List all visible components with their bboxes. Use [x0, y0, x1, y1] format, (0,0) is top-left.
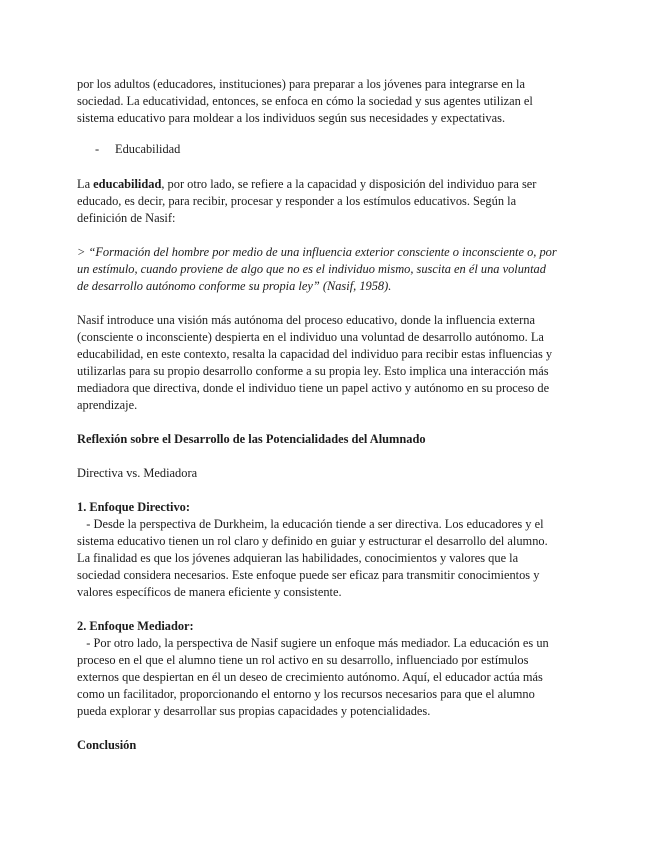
text-line: Nasif introduce una visión más autónoma del proceso educativo, donde la influencia externa	[77, 313, 535, 327]
text-line: utilizarlas para su propio desarrollo conforme a su propia ley. Esto implica una interacción más	[77, 364, 549, 378]
conclusion-heading: Conclusión	[77, 738, 137, 752]
text-line: educado, es decir, para recibir, procesar y responder a los estímulos educativos. Según la	[77, 194, 517, 208]
text-line: sociedad. La educatividad, entonces, se enfoca en cómo la sociedad y sus agentes utilizan el	[77, 94, 533, 108]
text-line: (consciente o inconsciente) despierta en el individuo una voluntad de desarrollo autónomo. La	[77, 330, 544, 344]
text-line: aprendizaje.	[77, 398, 138, 412]
nasif-paragraph	[77, 312, 577, 414]
text-line: educabilidad, en este contexto, resalta la capacidad del individuo para recibir estas influencias y	[77, 347, 553, 361]
text-prefix: La	[77, 177, 94, 191]
text-line: externos que despiertan en él un deseo de crecimiento autónomo. Aquí, el educador actúa más	[77, 670, 543, 684]
educabilidad-paragraph	[77, 176, 577, 227]
section-title: 2. Enfoque Mediador:	[77, 619, 194, 633]
quote-line: un estímulo, cuando proviene de algo que no es el individuo mismo, suscita en él una voluntad	[77, 262, 546, 276]
nasif-quote	[77, 244, 577, 295]
text-line: sistema educativo tienen un rol claro y definido en guiar y estructurar el desarrollo del alumno.	[77, 534, 548, 548]
section-directivo	[77, 499, 577, 601]
reflection-heading: Reflexión sobre el Desarrollo de las Potencialidades del Alumnado	[77, 432, 426, 446]
bullet-marker: -	[95, 142, 100, 156]
text-line: como un facilitador, proporcionando el entorno y los recursos necesarios para que el alumno	[77, 687, 535, 701]
section-title: 1. Enfoque Directivo:	[77, 500, 190, 514]
text-line: por los adultos (educadores, instituciones) para preparar a los jóvenes para integrarse en la	[77, 77, 525, 91]
bullet-text: Educabilidad	[115, 142, 181, 156]
document-body	[77, 76, 577, 754]
text-line: La finalidad es que los jóvenes adquieran las habilidades, conocimientos y valores que la	[77, 551, 519, 565]
bullet-item-educabilidad	[95, 141, 577, 158]
quote-line: > “Formación del hombre por medio de una influencia exterior consciente o inconsciente o, por	[77, 245, 557, 259]
text-line: sistema educativo para moldear a los individuos según sus necesidades y expectativas.	[77, 111, 506, 125]
text-rest: , por otro lado, se refiere a la capacidad y disposición del individuo para ser	[161, 177, 537, 191]
section-mediador	[77, 618, 577, 720]
text-line	[77, 176, 577, 193]
text-line: mediadora que directiva, donde el individuo tiene un papel activo y autónomo en su proceso de	[77, 381, 550, 395]
text-line: proceso en el que el alumno tiene un rol activo en su desarrollo, influenciado por estímulos	[77, 653, 529, 667]
text-line: - Por otro lado, la perspectiva de Nasif sugiere un enfoque más mediador. La educación es un	[77, 636, 549, 650]
text-line: valores específicos de manera eficiente y consistente.	[77, 585, 342, 599]
text-line: sociedad considera necesarios. Este enfoque puede ser eficaz para transmitir conocimientos y	[77, 568, 540, 582]
text-line: - Desde la perspectiva de Durkheim, la educación tiende a ser directiva. Los educadores y el	[77, 517, 544, 531]
text-line: pueda explorar y desarrollar sus propias capacidades y potencialidades.	[77, 704, 431, 718]
text-line: definición de Nasif:	[77, 211, 176, 225]
quote-line: de desarrollo autónomo conforme su propia ley” (Nasif, 1958).	[77, 279, 392, 293]
bold-term: educabilidad	[93, 177, 162, 191]
intro-paragraph	[77, 76, 577, 127]
directiva-mediadora-subheading: Directiva vs. Mediadora	[77, 466, 198, 480]
